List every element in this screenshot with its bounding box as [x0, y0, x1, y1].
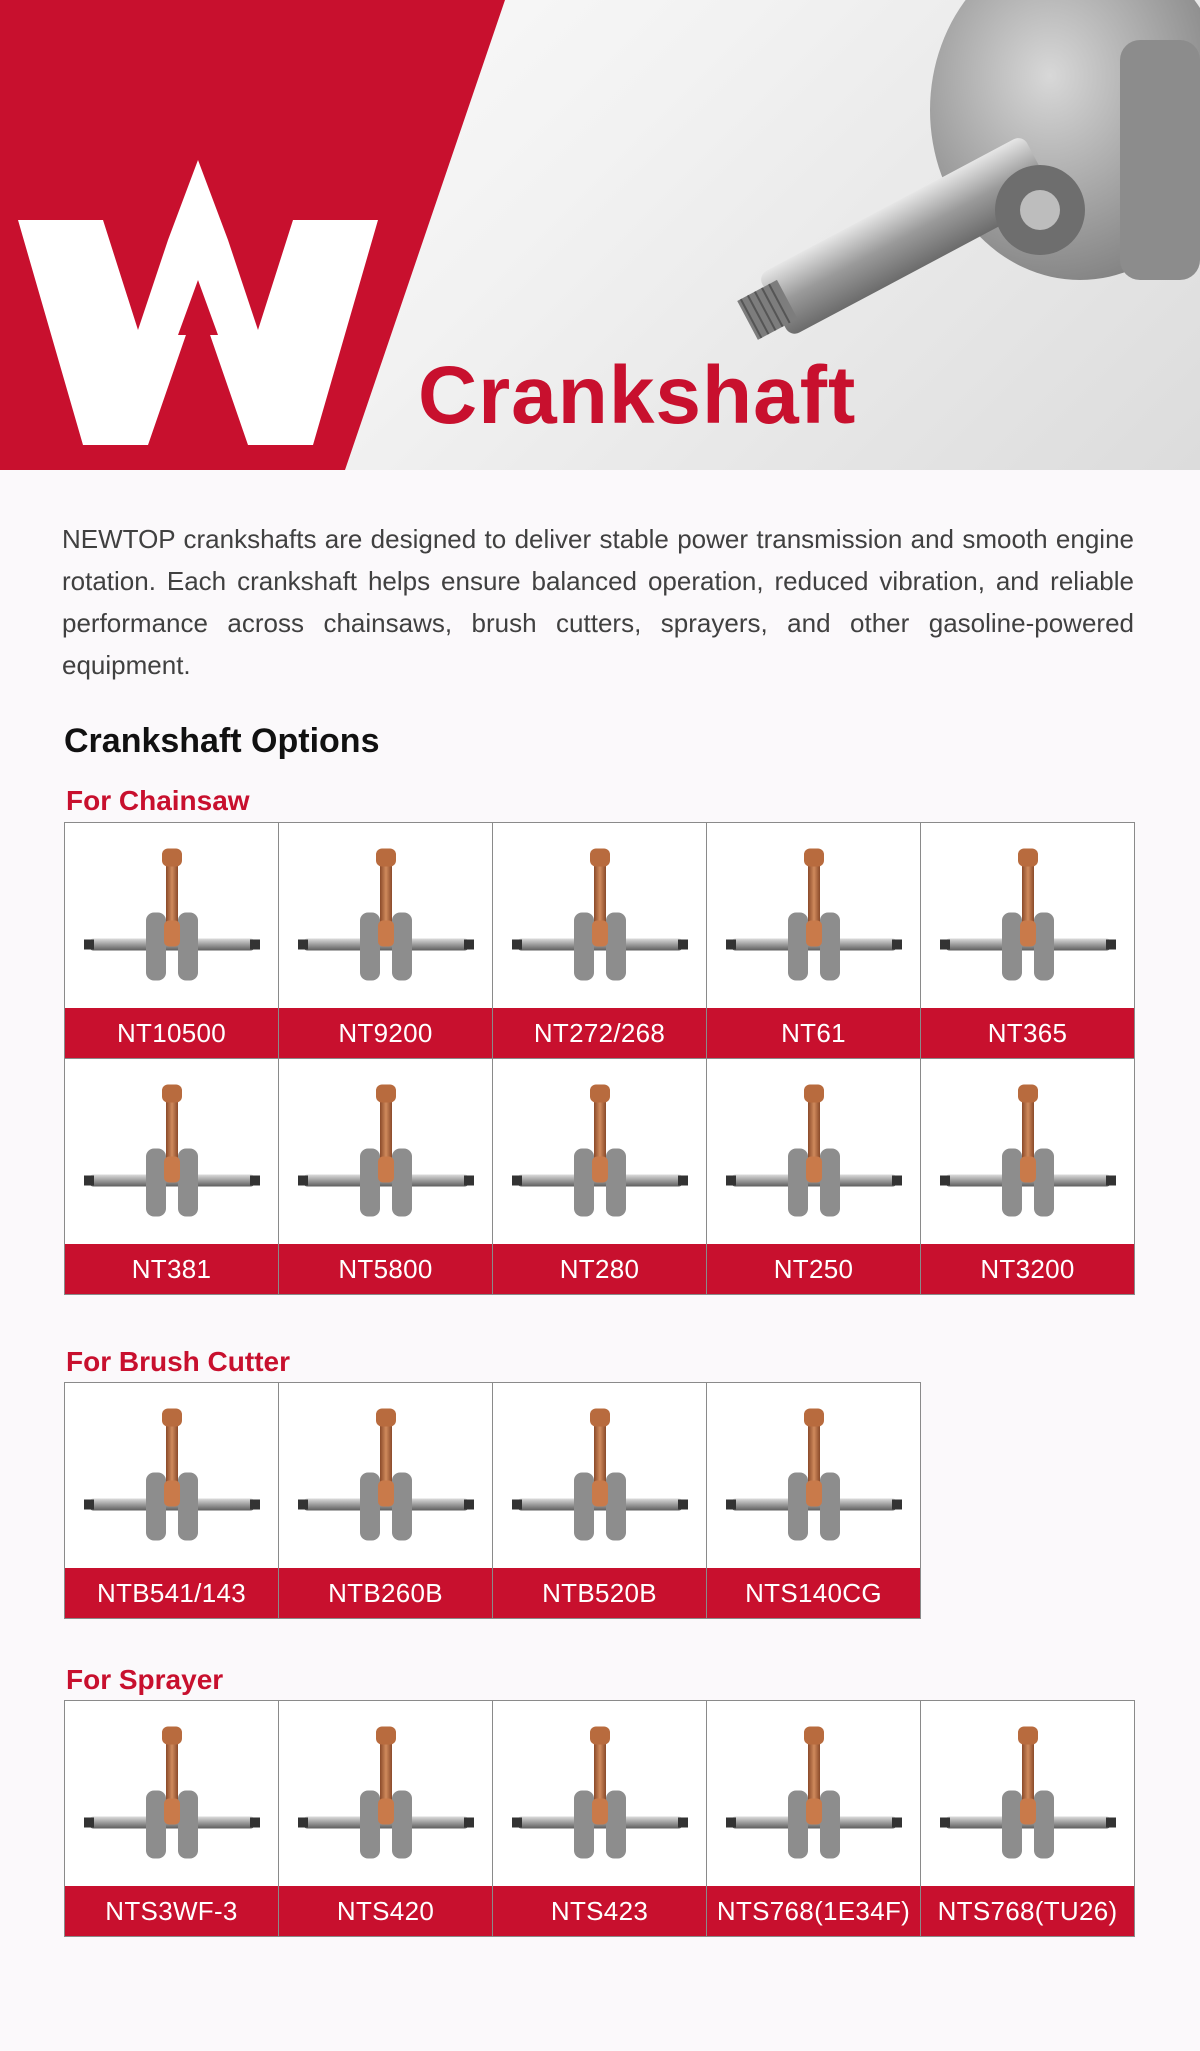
- crankshaft-hero-image: [720, 0, 1200, 360]
- intro-paragraph: NEWTOP crankshafts are designed to deliver stable power transmission and smooth engine rotation. Each crankshaft helps ensure balanced operation, reduced vibration, and reliable performance across chainsaws, brush cutters, sprayers, and other gasoline-powered equipment.: [62, 524, 1134, 680]
- page-title: Crankshaft: [418, 350, 857, 441]
- product-grid-brush-cutter: [64, 1382, 921, 1619]
- product-label: NTS768(1E34F): [707, 1886, 920, 1936]
- product-card[interactable]: [921, 823, 1135, 1059]
- crankshaft-icon: [286, 1064, 486, 1239]
- section-title-brush-cutter: For Brush Cutter: [66, 1346, 290, 1377]
- product-card[interactable]: [921, 1059, 1135, 1295]
- crankshaft-icon: [72, 1706, 272, 1881]
- crankshaft-icon: [72, 1388, 272, 1563]
- product-label: NTS768(TU26): [921, 1886, 1134, 1936]
- product-card[interactable]: [707, 1383, 921, 1619]
- crankshaft-icon: [500, 828, 700, 1003]
- product-label: NT250: [707, 1244, 920, 1294]
- crankshaft-icon: [500, 1064, 700, 1239]
- product-card[interactable]: [65, 823, 279, 1059]
- product-card[interactable]: [493, 1383, 707, 1619]
- product-card[interactable]: [65, 1059, 279, 1295]
- product-card[interactable]: [493, 823, 707, 1059]
- product-card[interactable]: [279, 1701, 493, 1937]
- crankshaft-icon: [714, 1064, 914, 1239]
- crankshaft-icon: [928, 828, 1128, 1003]
- product-label: NT381: [65, 1244, 278, 1294]
- product-label: NT280: [493, 1244, 706, 1294]
- crankshaft-icon: [714, 1388, 914, 1563]
- product-card[interactable]: [921, 1701, 1135, 1937]
- product-label: NT61: [707, 1008, 920, 1058]
- crankshaft-icon: [72, 828, 272, 1003]
- product-card[interactable]: [707, 823, 921, 1059]
- section-title-chainsaw: For Chainsaw: [66, 785, 250, 816]
- product-card[interactable]: [65, 1701, 279, 1937]
- product-card[interactable]: [279, 1383, 493, 1619]
- product-card[interactable]: [707, 1059, 921, 1295]
- product-label: NTS3WF-3: [65, 1886, 278, 1936]
- crankshaft-icon: [500, 1706, 700, 1881]
- hero-banner: [0, 0, 1200, 470]
- product-card[interactable]: [65, 1383, 279, 1619]
- section-title-sprayer: For Sprayer: [66, 1664, 224, 1695]
- brand-logo-icon: [18, 160, 378, 450]
- crankshaft-icon: [286, 828, 486, 1003]
- product-label: NT365: [921, 1008, 1134, 1058]
- product-label: NTS140CG: [707, 1568, 920, 1618]
- crankshaft-icon: [928, 1064, 1128, 1239]
- crankshaft-icon: [714, 828, 914, 1003]
- product-label: NTB260B: [279, 1568, 492, 1618]
- product-label: NT9200: [279, 1008, 492, 1058]
- product-label: NTB520B: [493, 1568, 706, 1618]
- crankshaft-icon: [928, 1706, 1128, 1881]
- product-card[interactable]: [279, 1059, 493, 1295]
- crankshaft-icon: [286, 1388, 486, 1563]
- crankshaft-icon: [714, 1706, 914, 1881]
- product-label: NTS420: [279, 1886, 492, 1936]
- product-label: NT5800: [279, 1244, 492, 1294]
- product-label: NT272/268: [493, 1008, 706, 1058]
- product-label: NTS423: [493, 1886, 706, 1936]
- product-card[interactable]: [707, 1701, 921, 1937]
- product-card[interactable]: [279, 823, 493, 1059]
- product-label: NT3200: [921, 1244, 1134, 1294]
- product-grid-chainsaw: [64, 822, 1135, 1295]
- crankshaft-icon: [286, 1706, 486, 1881]
- product-grid-sprayer: [64, 1700, 1135, 1937]
- product-card[interactable]: [493, 1701, 707, 1937]
- product-label: NTB541/143: [65, 1568, 278, 1618]
- crankshaft-icon: [72, 1064, 272, 1239]
- crankshaft-icon: [500, 1388, 700, 1563]
- product-card[interactable]: [493, 1059, 707, 1295]
- options-heading: Crankshaft Options: [64, 722, 380, 760]
- product-label: NT10500: [65, 1008, 278, 1058]
